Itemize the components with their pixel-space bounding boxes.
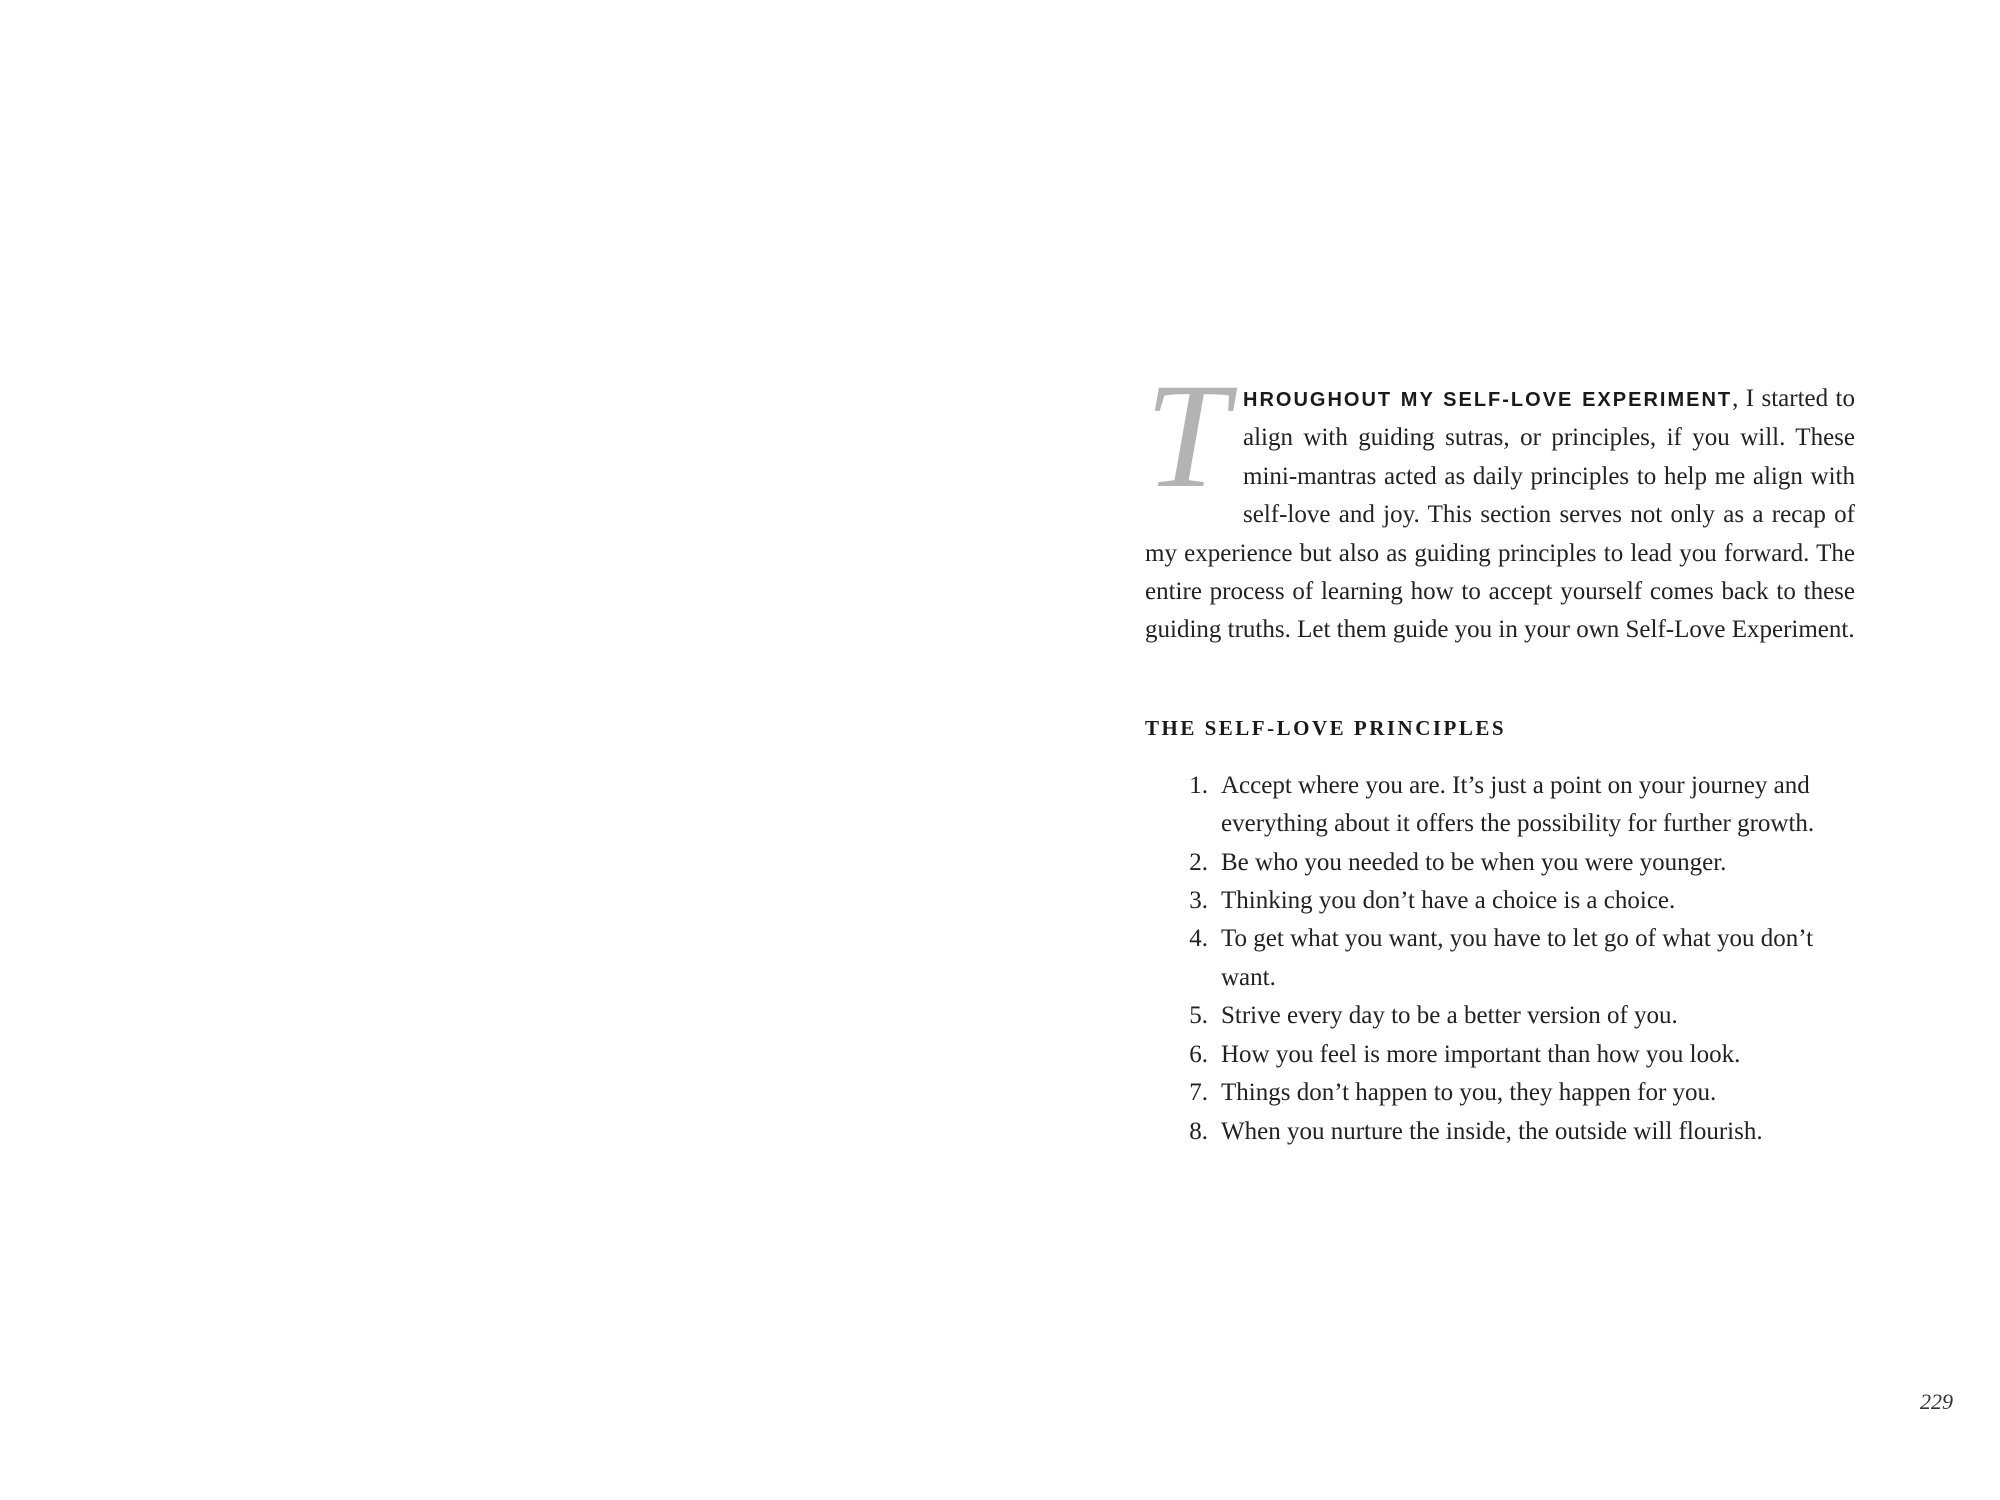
principle-item: [1190, 920, 1855, 997]
principle-number: 5.: [1189, 1002, 1208, 1030]
principle-number: 4.: [1189, 925, 1208, 953]
principle-number: 8.: [1189, 1117, 1208, 1145]
intro-body-text: , I started to align with guiding sutras, or principles, if you will. These mini-mantras acted as daily principles to help me align with self-love and joy. This section serves not only as a recap of my experience but also as guiding principles to lead you forward. The entire process of learning how to accept yourself comes back to these guiding truths. Let them guide you in your own Self-Love Experiment.: [1145, 385, 1855, 644]
section-heading: THE SELF-LOVE PRINCIPLES: [1145, 715, 1507, 740]
principles-list: [1145, 767, 1855, 1151]
principle-text: To get what you want, you have to let go of what you don’t want.: [1221, 925, 1814, 991]
principle-number: 7.: [1189, 1079, 1208, 1107]
page-content: [1145, 353, 1855, 1151]
page-number: 229: [1920, 1389, 1953, 1414]
principle-text: Thinking you don’t have a choice is a choice.: [1221, 887, 1676, 915]
principle-text: Strive every day to be a better version of you.: [1221, 1002, 1678, 1030]
principle-text: How you feel is more important than how you look.: [1221, 1040, 1741, 1068]
principle-item: [1190, 767, 1855, 844]
principle-item: [1190, 1113, 1855, 1151]
principle-text: Things don’t happen to you, they happen for you.: [1221, 1079, 1717, 1107]
principle-number: 6.: [1189, 1040, 1208, 1068]
principle-item: [1190, 997, 1855, 1035]
principle-number: 1.: [1189, 771, 1208, 799]
principle-number: 3.: [1189, 887, 1208, 915]
principle-text: Accept where you are. It’s just a point on your journey and everything about it offers the possibility for further growth.: [1221, 771, 1815, 838]
principle-text: Be who you needed to be when you were younger.: [1221, 848, 1727, 876]
drop-cap: T: [1145, 353, 1229, 519]
principle-text: When you nurture the inside, the outside will flourish.: [1221, 1117, 1763, 1145]
principle-item: [1190, 844, 1855, 882]
principle-number: 2.: [1189, 848, 1208, 876]
principle-item: [1190, 1036, 1855, 1074]
lead-in-small-caps: HROUGHOUT MY SELF-LOVE EXPERIMENT: [1243, 389, 1733, 411]
principle-item: [1190, 882, 1855, 920]
intro-paragraph: [1145, 353, 1855, 650]
principle-item: [1190, 1074, 1855, 1112]
